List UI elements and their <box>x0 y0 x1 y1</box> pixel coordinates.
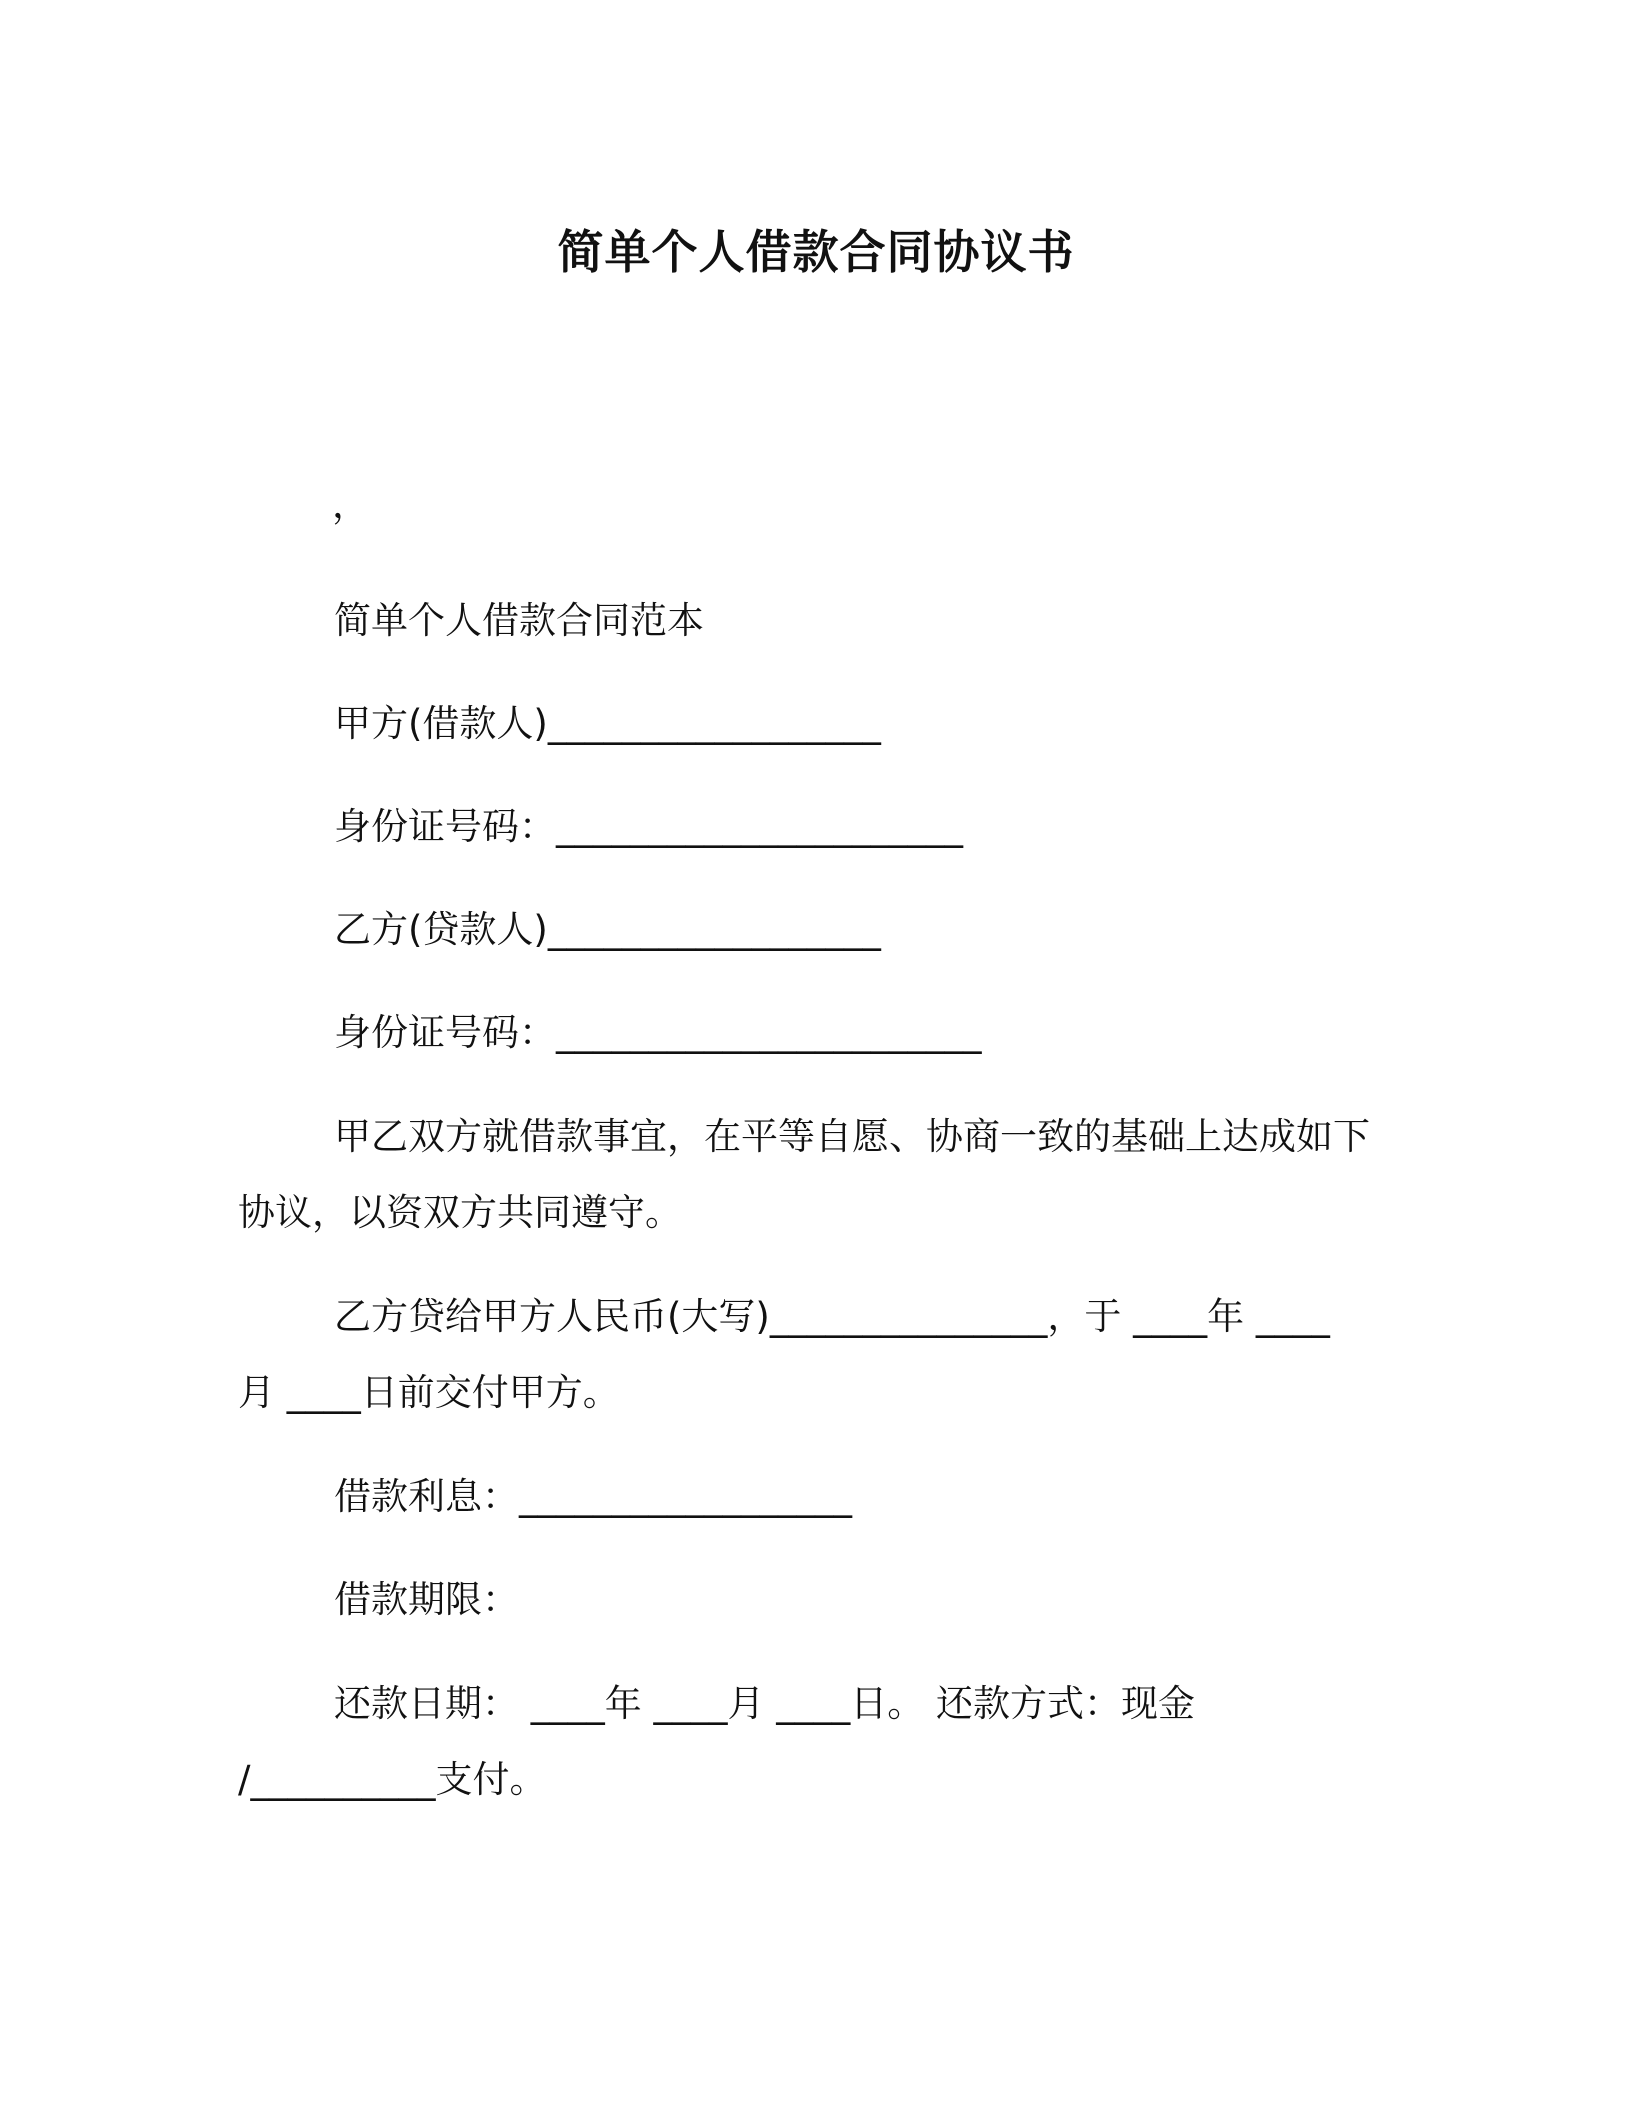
document-title: 简单个人借款合同协议书 <box>557 225 1075 279</box>
party-b-line: 乙方(贷款人)__________________ <box>334 908 881 951</box>
party-b-id-line: 身份证号码：_______________________ <box>334 1011 982 1054</box>
repayment-line-1: 还款日期： ____年 ____月 ____日。 还款方式：现金 <box>334 1682 1196 1725</box>
loan-interest-line: 借款利息：__________________ <box>334 1475 852 1518</box>
stray-comma: ， <box>332 483 369 526</box>
template-subtitle: 简单个人借款合同范本 <box>334 599 704 642</box>
agreement-paragraph-line-2: 协议，以资双方共同遵守。 <box>238 1191 682 1234</box>
repayment-line-2: /__________支付。 <box>238 1758 547 1801</box>
party-a-id-line: 身份证号码：______________________ <box>334 805 963 848</box>
party-a-line: 甲方(借款人)__________________ <box>334 702 881 745</box>
loan-amount-line-1: 乙方贷给甲方人民币(大写)_______________，于 ____年 ____ <box>334 1295 1330 1338</box>
agreement-paragraph-line-1: 甲乙双方就借款事宜，在平等自愿、协商一致的基础上达成如下 <box>334 1115 1370 1158</box>
loan-term-line: 借款期限： <box>334 1578 519 1621</box>
loan-amount-line-2: 月 ____日前交付甲方。 <box>238 1371 620 1414</box>
